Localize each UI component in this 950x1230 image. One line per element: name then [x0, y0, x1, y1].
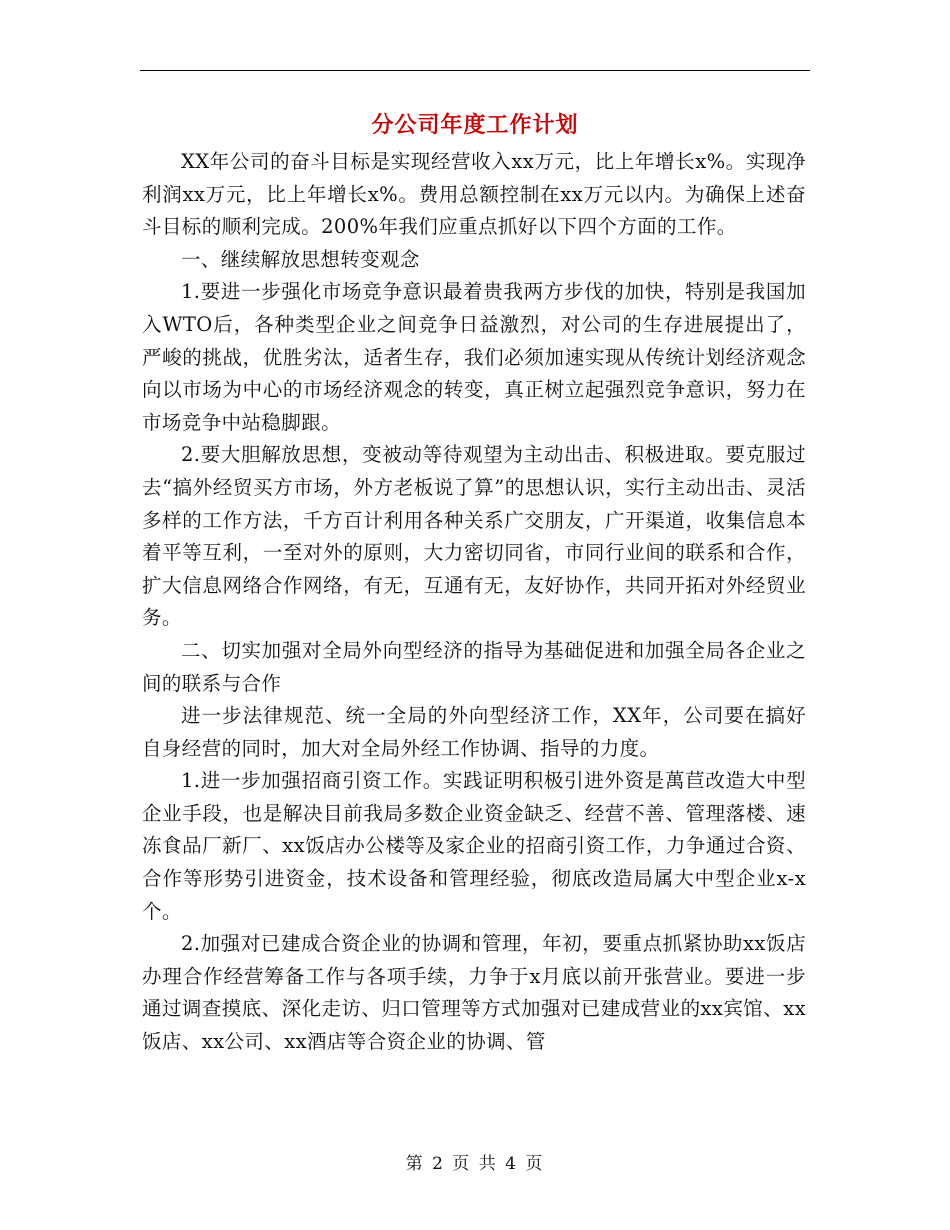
header-rule: [140, 70, 810, 71]
paragraph-2-1: 1.进一步加强招商引资工作。实践证明积极引进外资是萬苣改造大中型企业手段，也是解决目前我局多数企业资金缺乏、经营不善、管理落楼、速冻食品厂新厂、xx饭店办公楼等及家企业的招商引资工作，力争通过合资、合作等形势引进资金，技术设备和管理经验，彻底改造局属大中型企业x-x个。: [142, 769, 806, 923]
page-footer: [0, 1152, 950, 1176]
footer-page-total: 4: [505, 1154, 518, 1174]
paragraph-1-2: 2.要大胆解放思想，变被动等待观望为主动出击、积极进取。要克服过去“搞外经贸买方市场，外方老板说了算”的思想认识，实行主动出击、灵活多样的工作方法，千方百计利用各种关系广交朋友，广开渠道，收集信息本着平等互利，一至对外的原则，大力密切同省，市同行业间的联系和合作，扩大信息网络合作网络，有无，互通有无，友好协作，共同开拓对外经贸业务。: [142, 443, 806, 630]
footer-prefix: 第: [405, 1154, 425, 1174]
footer-middle: 页 共: [452, 1154, 498, 1174]
paragraph-2-2: 2.加强对已建成合资企业的协调和管理，年初，要重点抓紧协助xx饭店办理合作经营筹备工作与各项手续，力争于x月底以前开张营业。要进一步通过调查摸底、深化走访、归口管理等方式加强对已建成营业的xx宾馆、xx饭店、xx公司、xx酒店等合资企业的协调、管: [142, 932, 806, 1054]
document-body: [142, 146, 806, 1059]
paragraph-1-1: 1.要进一步强化市场竞争意识最着贵我两方步伐的加快，特别是我国加入WTO后，各种类型企业之间竞争日益激烈，对公司的生存进展提出了，严峻的挑战，优胜劣汰，适者生存，我们必须加速实现从传统计划经济观念向以市场为中心的市场经济观念的转变，真正树立起强烈竞争意识，努力在市场竞争中站稳脚跟。: [142, 280, 806, 434]
section-heading-1: 一、继续解放思想转变观念: [181, 247, 420, 271]
section-heading-2: 二、切实加强对全局外向型经济的指导为基础促进和加强全局各企业之间的联系与合作: [142, 638, 806, 695]
paragraph-2-intro: 进一步法律规范、统一全局的外向型经济工作，XX年，公司要在搞好自身经营的同时，加大对全局外经工作协调、指导的力度。: [142, 704, 806, 760]
footer-page-number: 2: [432, 1154, 445, 1174]
paragraph-intro: XX年公司的奋斗目标是实现经营收入xx万元，比上年增长x%。实现净利润xx万元，比上年增长x%。费用总额控制在xx万元以内。为确保上述奋斗目标的顺利完成。200%年我们应重点抓好以下四个方面的工作。: [142, 150, 806, 239]
document-title: 分公司年度工作计划: [371, 113, 579, 138]
footer-suffix: 页: [525, 1154, 545, 1174]
